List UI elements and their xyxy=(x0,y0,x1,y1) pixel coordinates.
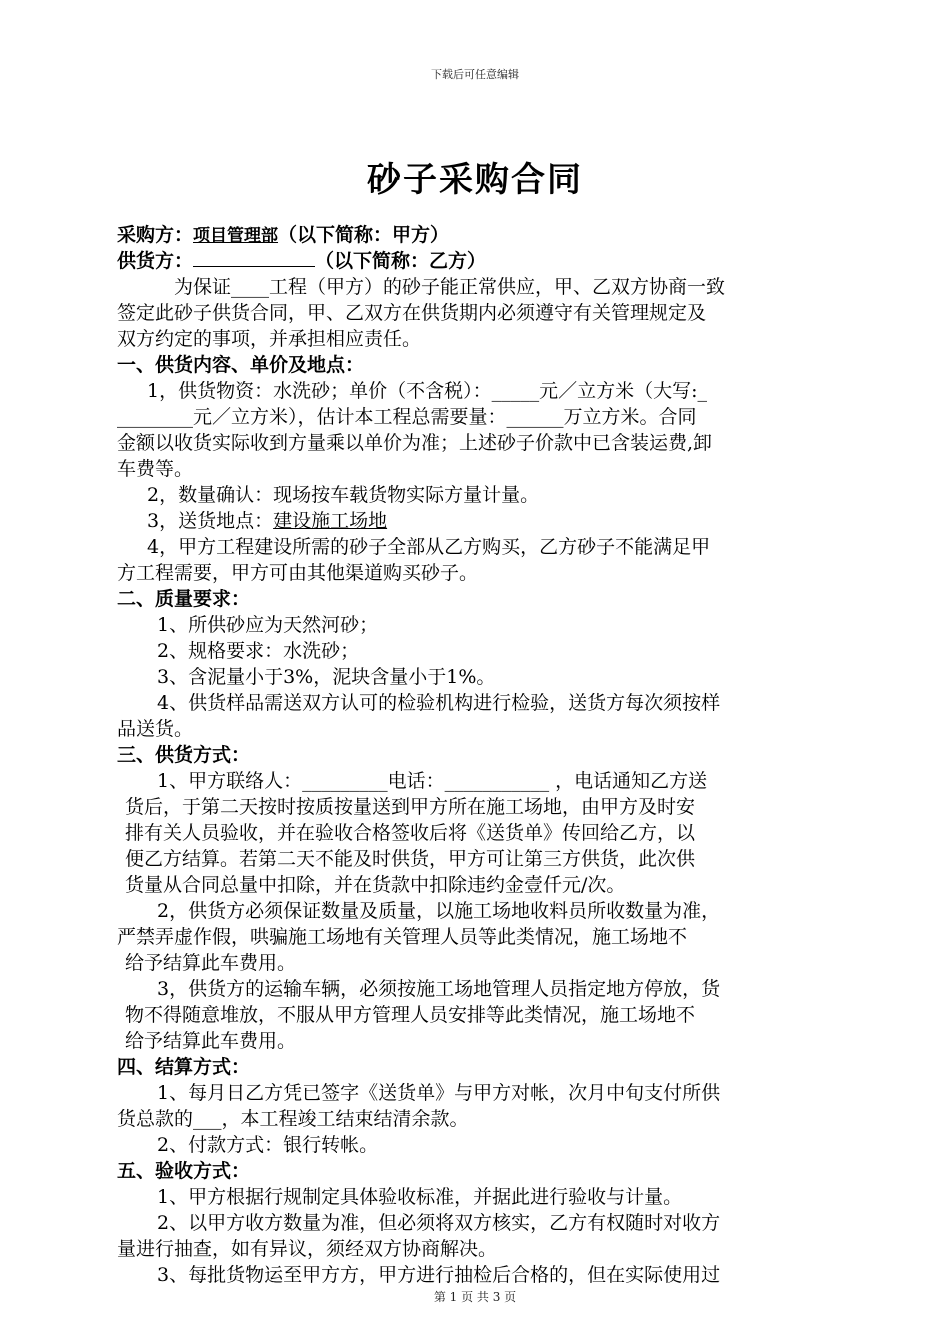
buyer-suffix: （以下简称：甲方） xyxy=(278,224,450,246)
buyer-line xyxy=(117,222,823,248)
contact-line: 1、甲方联络人：_________电话：___________ ，电话通知乙方送 xyxy=(157,770,708,792)
clause-line: 严禁弄虚作假，哄骗施工场地有关管理人员等此类情况，施工场地不 xyxy=(117,926,688,948)
seller-name-blank xyxy=(193,248,315,267)
clause-line: 货量从合同总量中扣除，并在货款中扣除违约金壹仟元/次。 xyxy=(125,874,626,896)
intro-line: 签定此砂子供货合同，甲、乙双方在供货期内必须遵守有关管理规定及 xyxy=(117,302,707,324)
section-heading: 一、供货内容、单价及地点： xyxy=(117,354,365,376)
buyer-name: 项目管理部 xyxy=(193,226,279,246)
clause-line: 1，供货物资：水洗砂；单价（不含税）：_____元／立方米（大写:_ xyxy=(147,380,707,402)
clause-line: 金额以收货实际收到方量乘以单价为准；上述砂子价款中已含装运费,卸 xyxy=(117,432,713,454)
clause-line: 2、付款方式：银行转帐。 xyxy=(157,1134,379,1156)
delivery-value: 建设施工场地 xyxy=(273,510,388,532)
clause-line: 品送货。 xyxy=(117,718,194,740)
seller-label: 供货方： xyxy=(117,250,194,272)
clause-line: 方工程需要，甲方可由其他渠道购买砂子。 xyxy=(117,562,479,584)
clause-line: 3、每批货物运至甲方方，甲方进行抽检后合格的，但在实际使用过 xyxy=(157,1264,721,1286)
section-heading: 二、质量要求： xyxy=(117,588,251,610)
clause-line: 2，数量确认：现场按车载货物实际方量计量。 xyxy=(147,484,540,506)
delivery-line xyxy=(117,508,823,534)
clause-line: 货后，于第二天按时按质按量送到甲方所在施工场地，由甲方及时安 xyxy=(125,796,696,818)
clause-line: 便乙方结算。若第二天不能及时供货，甲方可让第三方供货，此次供 xyxy=(125,848,696,870)
clause-line: 2，供货方必须保证数量及质量，以施工场地收料员所收数量为准， xyxy=(157,900,721,922)
seller-suffix: （以下简称：乙方） xyxy=(315,250,487,272)
clause-line: 给予结算此车费用。 xyxy=(125,1030,297,1052)
clause-line: 2、以甲方收方数量为准，但必须将双方核实，乙方有权随时对收方 xyxy=(157,1212,721,1234)
section-heading: 四、结算方式： xyxy=(117,1056,251,1078)
buyer-label: 采购方： xyxy=(117,224,194,246)
clause-line: 排有关人员验收，并在验收合格签收后将《送货单》传回给乙方，以 xyxy=(125,822,696,844)
clause-line: 货总款的___，本工程竣工结束结清余款。 xyxy=(117,1108,469,1130)
intro-line: 为保证____工程（甲方）的砂子能正常供应，甲、乙双方协商一致 xyxy=(174,276,726,298)
seller-line xyxy=(117,248,823,274)
clause-line: 1、甲方根据行规制定具体验收标准，并据此进行验收与计量。 xyxy=(157,1186,683,1208)
contract-body xyxy=(117,222,823,1288)
page-header: 下载后可任意编辑 xyxy=(431,68,519,81)
clause-line: 物不得随意堆放，不服从甲方管理人员安排等此类情况，施工场地不 xyxy=(125,1004,696,1026)
section-heading: 五、验收方式： xyxy=(117,1160,251,1182)
clause-line: 4、供货样品需送双方认可的检验机构进行检验，送货方每次须按样 xyxy=(157,692,721,714)
clause-line: 4，甲方工程建设所需的砂子全部从乙方购买，乙方砂子不能满足甲 xyxy=(147,536,711,558)
clause-line: 3，供货方的运输车辆，必须按施工场地管理人员指定地方停放，货 xyxy=(157,978,721,1000)
page-footer: 第 1 页 共 3 页 xyxy=(433,1290,517,1304)
clause-line: 1、所供砂应为天然河砂； xyxy=(157,614,379,636)
clause-line: 2、规格要求：水洗砂； xyxy=(157,640,360,662)
clause-line: 车费等。 xyxy=(117,458,194,480)
clause-line: ________元／立方米），估计本工程总需要量：______万立方米。合同 xyxy=(117,406,697,428)
clause-line: 给予结算此车费用。 xyxy=(125,952,297,974)
clause-line: 量进行抽查，如有异议，须经双方协商解决。 xyxy=(117,1238,498,1260)
clause-line: 3、含泥量小于3%，泥块含量小于1%。 xyxy=(157,666,496,688)
clause-line: 1、每月日乙方凭已签字《送货单》与甲方对帐，次月中旬支付所供 xyxy=(157,1082,721,1104)
intro-line: 双方约定的事项，并承担相应责任。 xyxy=(117,328,422,350)
delivery-label: 3，送货地点： xyxy=(147,510,274,532)
section-heading: 三、供货方式： xyxy=(117,744,251,766)
document-title: 砂子采购合同 xyxy=(367,160,583,200)
